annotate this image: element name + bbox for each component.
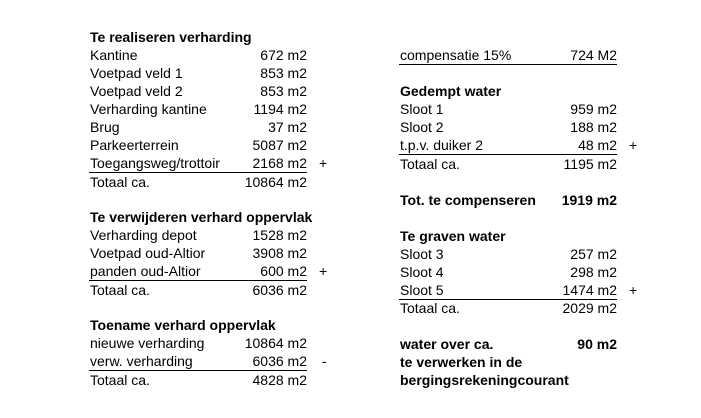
row-value: 298 m2 [570, 264, 617, 280]
row-value: 3908 m2 [252, 245, 307, 261]
to-compensate-label: Tot. te compenseren [400, 192, 536, 208]
minus-operator: - [322, 353, 327, 369]
section-title-gedempt-water: Gedempt water [400, 83, 502, 99]
row-label: nieuwe verharding [90, 335, 205, 351]
section-title-toename: Toename verhard oppervlak [90, 317, 276, 333]
row-value: 5087 m2 [252, 137, 307, 153]
row-value: 853 m2 [260, 83, 307, 99]
row-value: 48 m2 [578, 137, 617, 153]
total-label: Totaal ca. [90, 282, 150, 298]
row-value: 1474 m2 [562, 282, 617, 298]
row-value: 853 m2 [260, 65, 307, 81]
row-label: Parkeerterrein [90, 137, 179, 153]
total-label: Totaal ca. [400, 300, 460, 316]
row-value: 2168 m2 [252, 155, 307, 171]
row-label: panden oud-Altior [90, 263, 201, 279]
compensation-divider [399, 64, 617, 65]
to-compensate-value: 1919 m2 [561, 192, 617, 208]
row-value: 672 m2 [260, 47, 307, 63]
row-value: 10864 m2 [244, 335, 307, 351]
surplus-note-line-1: te verwerken in de [400, 354, 523, 370]
row-label: Toegangsweg/trottoir [90, 155, 220, 171]
row-value: 188 m2 [570, 119, 617, 135]
row-label: Sloot 5 [400, 282, 444, 298]
plus-operator: + [629, 137, 638, 153]
row-label: Voetpad oud-Altior [90, 245, 206, 261]
row-value: 6036 m2 [252, 353, 307, 369]
sum-divider [89, 280, 307, 281]
row-label: Verharding kantine [90, 101, 207, 117]
row-label: t.p.v. duiker 2 [400, 137, 484, 153]
plus-operator: + [319, 263, 328, 279]
section-title-te-realiseren-verharding: Te realiseren verharding [90, 29, 252, 45]
row-value: 959 m2 [570, 101, 617, 117]
row-value: 600 m2 [260, 263, 307, 279]
total-value: 1195 m2 [563, 156, 617, 172]
row-value: 37 m2 [268, 119, 307, 135]
plus-operator: + [629, 282, 638, 298]
row-label: Verharding depot [90, 227, 197, 243]
row-label: verw. verharding [90, 353, 193, 369]
row-label: Kantine [90, 47, 138, 63]
sum-divider [89, 370, 307, 371]
section-title-te-graven-water: Te graven water [400, 228, 506, 244]
total-value: 4828 m2 [252, 372, 307, 388]
row-label: Sloot 2 [400, 119, 444, 135]
row-value: 1528 m2 [252, 227, 307, 243]
plus-operator: + [319, 155, 328, 171]
section-title-te-verwijderen: Te verwijderen verhard oppervlak [90, 209, 313, 225]
sum-divider [399, 154, 617, 155]
total-value: 2029 m2 [562, 300, 617, 316]
total-label: Totaal ca. [400, 156, 460, 172]
total-label: Totaal ca. [90, 174, 150, 190]
row-label: Voetpad veld 2 [90, 83, 183, 99]
row-value: 1194 m2 [253, 101, 307, 117]
row-label: Sloot 1 [400, 101, 444, 117]
row-value: 257 m2 [570, 246, 617, 262]
compensation-value: 724 M2 [570, 47, 617, 63]
compensation-label: compensatie 15% [400, 47, 512, 63]
surplus-label: water over ca. [400, 336, 494, 352]
row-label: Sloot 3 [400, 246, 444, 262]
total-label: Totaal ca. [90, 372, 150, 388]
total-value: 6036 m2 [252, 282, 307, 298]
row-label: Voetpad veld 1 [90, 65, 183, 81]
sum-divider [89, 172, 307, 173]
row-label: Sloot 4 [400, 264, 444, 280]
row-label: Brug [90, 119, 120, 135]
surplus-value: 90 m2 [577, 336, 617, 352]
total-value: 10864 m2 [244, 174, 307, 190]
surplus-note-line-2: bergingsrekeningcourant [400, 372, 569, 388]
